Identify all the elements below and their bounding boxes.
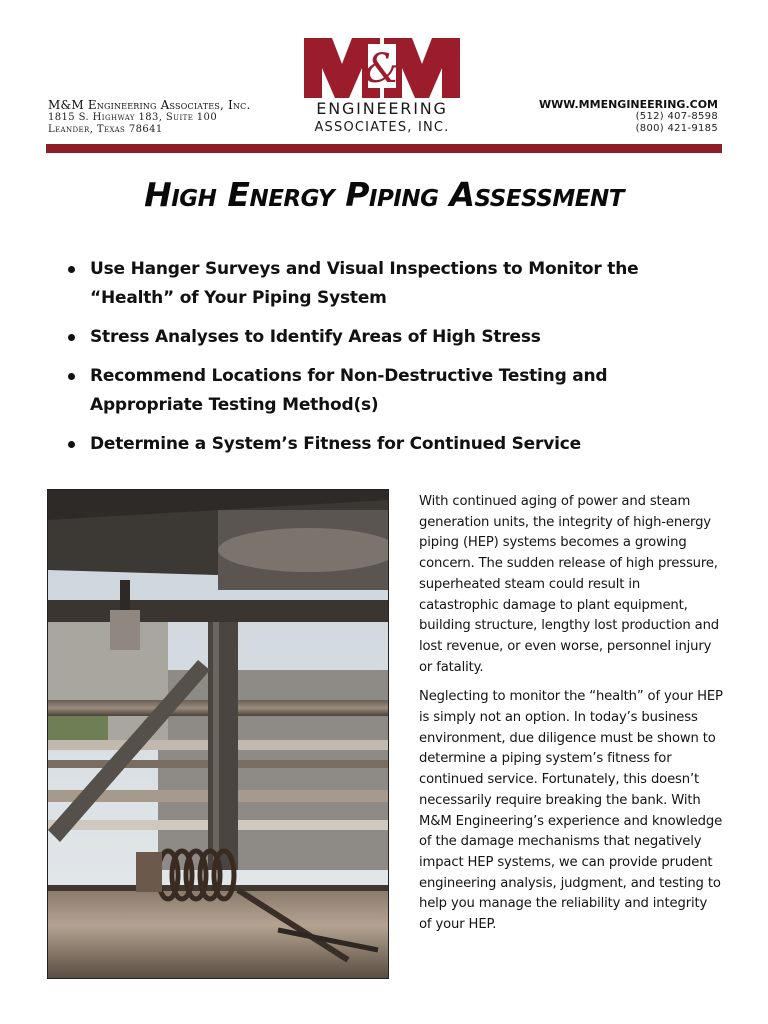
list-item-text: Stress Analyses to Identify Areas of High Stress [90,327,541,347]
address-line-1: 1815 S. Highway 183, Suite 100 [48,112,218,123]
company-name: M&M Engineering Associates, Inc. [48,98,251,112]
contact-info [539,98,718,135]
website-link[interactable]: WWW.MMENGINEERING.COM [539,98,718,111]
list-item-text: Determine a System’s Fitness for Continued Service [90,434,581,454]
header-divider [46,144,722,153]
list-item [66,323,666,352]
list-item-text: Recommend Locations for Non-Destructive Testing and Appropriate Testing Method(s) [90,366,608,415]
logo-line-1: ENGINEERING [316,99,448,118]
list-item [66,362,666,420]
piping-photo [47,489,389,979]
bullet-icon [68,334,75,341]
phone-number-2: (800) 421-9185 [635,123,718,134]
phone-number-1: (512) 407-8598 [635,111,718,122]
logo-monogram-icon [302,34,462,100]
address-line-2: Leander, Texas 78641 [48,124,163,135]
bullet-icon [68,441,75,448]
bullet-icon [68,373,75,380]
list-item [66,430,666,459]
bullet-icon [68,266,75,273]
body-text [419,492,723,945]
company-info [48,98,250,136]
feature-list [66,255,666,469]
list-item [66,255,666,313]
company-logo [302,34,462,138]
body-paragraph-1: With continued aging of power and steam generation units, the integrity of high-energy piping (HEP) systems becomes a growing concern. The sudden release of high pressure, superheated steam could result in catastrophic damage to plant equipment, building structure, lengthy lost production and lost revenue, or even worse, personnel injury or fatality. [419,494,720,675]
body-paragraph-2: Neglecting to monitor the “health” of your HEP is simply not an option. In today’s business environment, due diligence must be shown to determine a piping system’s fitness for continued service. Fortunately, this doesn’t necessarily require breaking the bank. With M&M Engineering’s experience and knowledge of the damage mechanisms that negatively impact HEP systems, we can provide prudent engineering analysis, judgment, and testing to help you manage the reliability and integrity of your HEP. [419,689,723,933]
logo-line-2: ASSOCIATES, INC. [314,120,450,135]
list-item-text: Use Hanger Surveys and Visual Inspections to Monitor the “Health” of Your Piping System [90,259,639,308]
page-title: High Energy Piping Assessment [144,175,624,214]
svg-text:&: & [364,46,400,92]
